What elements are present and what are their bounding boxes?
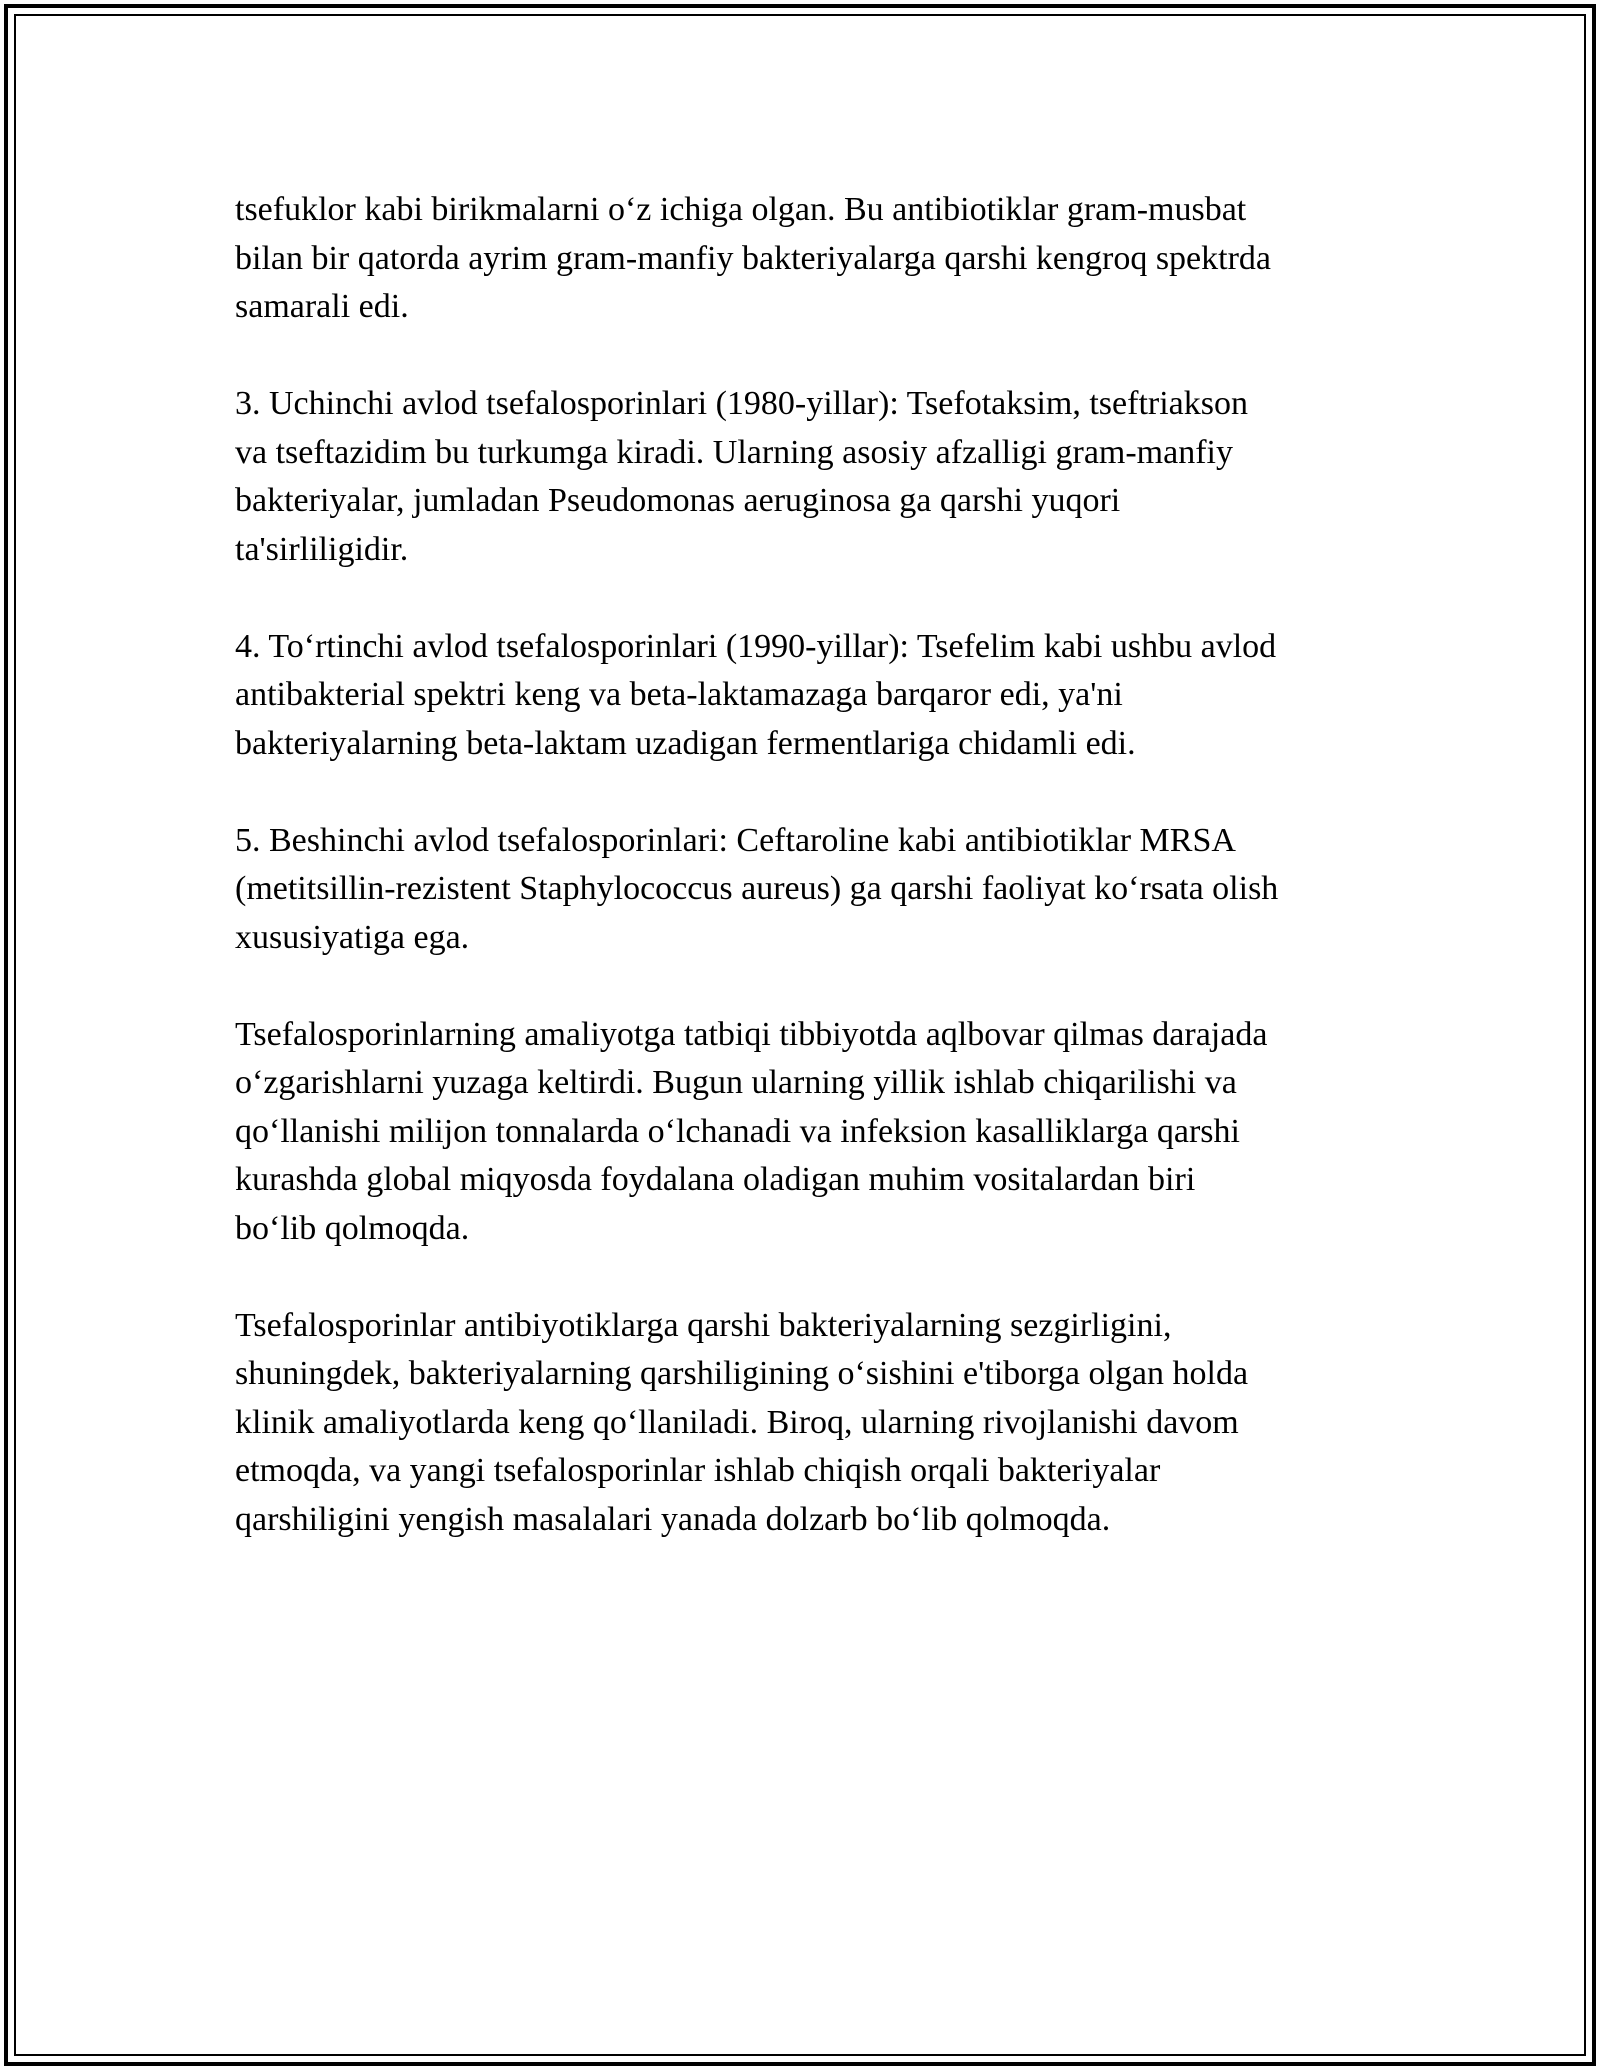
document-body	[235, 186, 1385, 1593]
text-line: etmoqda, va yangi tsefalosporinlar ishlab chiqish orqali bakteriyalar	[235, 1452, 1161, 1489]
text-line: qarshiligini yengish masalalari yanada dolzarb bo‘lib qolmoqda.	[235, 1500, 1111, 1538]
paragraph-clinical-use	[235, 1302, 1385, 1545]
text-line: o‘zgarishlarni yuzaga keltirdi. Bugun ularning yillik ishlab chiqarilishi va	[235, 1064, 1237, 1101]
text-line: va tseftazidim bu turkumga kiradi. Ularning asosiy afzalligi gram-manfiy	[235, 433, 1233, 471]
text-line: qo‘llanishi milijon tonnalarda o‘lchanadi va infeksion kasalliklarga qarshi	[235, 1112, 1240, 1150]
text-line: tsefuklor kabi birikmalarni o‘z ichiga olgan. Bu antibiotiklar gram-musbat	[235, 191, 1247, 228]
text-line: bilan bir qatorda ayrim gram-manfiy bakteriyalarga qarshi kengroq spektrda	[235, 239, 1272, 277]
text-line: samarali edi.	[235, 288, 409, 325]
paragraph-third-generation	[235, 380, 1385, 574]
text-line: (metitsillin-rezistent Staphylococcus aureus) ga qarshi faoliyat ko‘rsata olish	[235, 870, 1279, 907]
paragraph-practical-impact	[235, 1011, 1385, 1254]
text-line: bakteriyalarning beta-laktam uzadigan fermentlariga chidamli edi.	[235, 724, 1136, 762]
text-line: 4. To‘rtinchi avlod tsefalosporinlari (1990-yillar): Tsefelim kabi ushbu avlod	[235, 627, 1277, 665]
paragraph-fourth-generation	[235, 623, 1385, 769]
text-line: klinik amaliyotlarda keng qo‘llaniladi. Biroq, ularning rivojlanishi davom	[235, 1403, 1239, 1441]
text-line: Tsefalosporinlarning amaliyotga tatbiqi tibbiyotda aqlbovar qilmas darajada	[235, 1015, 1268, 1053]
text-line: 5. Beshinchi avlod tsefalosporinlari: Ceftaroline kabi antibiotiklar MRSA	[235, 821, 1236, 859]
text-line: bo‘lib qolmoqda.	[235, 1209, 470, 1247]
paragraph-fifth-generation	[235, 817, 1385, 963]
text-line: shuningdek, bakteriyalarning qarshiligining o‘sishini e'tiborga olgan holda	[235, 1355, 1249, 1392]
text-line: kurashda global miqyosda foydalana oladigan muhim vositalardan biri	[235, 1161, 1196, 1198]
text-line: 3. Uchinchi avlod tsefalosporinlari (1980-yillar): Tsefotaksim, tseftriakson	[235, 385, 1248, 422]
text-line: ta'sirliligidir.	[235, 530, 409, 568]
text-line: xususiyatiga ega.	[235, 918, 470, 956]
paragraph-continuation	[235, 186, 1385, 332]
text-line: antibakterial spektri keng va beta-laktamazaga barqaror edi, ya'ni	[235, 676, 1123, 713]
text-line: bakteriyalar, jumladan Pseudomonas aeruginosa ga qarshi yuqori	[235, 482, 1121, 519]
text-line: Tsefalosporinlar antibiyotiklarga qarshi bakteriyalarning sezgirligini,	[235, 1306, 1172, 1344]
